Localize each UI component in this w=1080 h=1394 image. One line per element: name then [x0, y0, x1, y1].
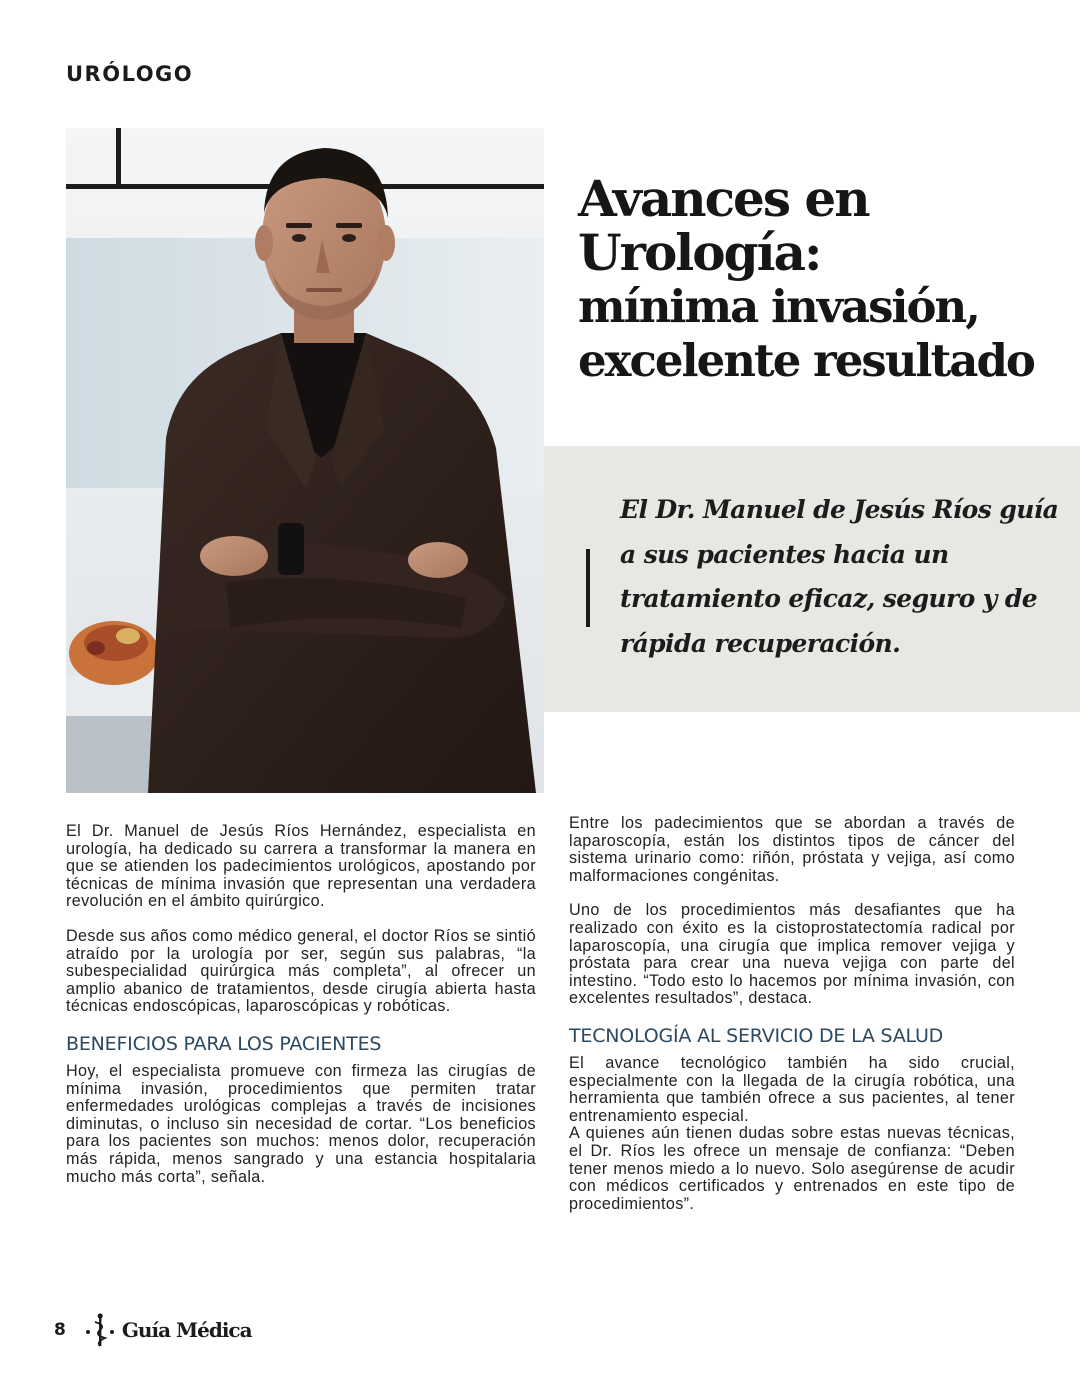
pull-quote-box — [544, 446, 1080, 712]
article-headline — [578, 169, 1058, 388]
paragraph: El Dr. Manuel de Jesús Ríos Hernández, especialista en urología, ha dedicado su carrera a transformar la manera en que se atienden los padecimientos urológicos, apostando por técnicas de mínima invasión que representan una verdadera revolución en el ámbito quirúrgico. — [66, 822, 536, 911]
doctor-portrait-photo — [66, 128, 544, 793]
quote-bar — [586, 549, 590, 627]
brand-logo-text: Guía Médica — [121, 1318, 252, 1342]
page-number: 8 — [54, 1320, 66, 1340]
headline-line-4: excelente resultado — [578, 334, 1034, 387]
article-column-right — [569, 815, 1015, 1230]
pull-quote-text: El Dr. Manuel de Jesús Ríos guía a sus pacientes hacia un tratamiento eficaz, seguro y de rápida recuperación. — [620, 495, 1059, 658]
paragraph: Hoy, el especialista promueve con firmeza las cirugías de mínima invasión, procedimientos que permiten tratar enfermedades urológicas complejas a través de incisiones diminutas, o incluso sin necesidad de cortar. “Los beneficios para los pacientes son muchos: menos dolor, recuperación más rápida, menos sangrado y una estancia hospitalaria mucho más corta”, señala. — [66, 1061, 536, 1186]
paragraph: Uno de los procedimientos más desafiantes que ha realizado con éxito es la cistoprostatectomía radical por laparoscopía, una cirugía que implica remover vejiga y próstata para crear una nueva vejiga con parte del intestino. “Todo esto lo hacemos por mínima invasión, con excelentes resultados”, destaca. — [569, 901, 1015, 1008]
caduceus-icon — [84, 1312, 116, 1348]
page-footer — [54, 1312, 252, 1348]
paragraph: A quienes aún tienen dudas sobre estas nuevas técnicas, el Dr. Ríos les ofrece un mensaje de confianza: “Deben tener menos miedo a lo nuevo. Solo asegúrense de acudir con médicos certificados y entrenados en este tipo de procedimientos”. — [569, 1124, 1015, 1213]
headline-line-3: mínima invasión, — [578, 280, 979, 333]
headline-line-1: Avances en — [578, 169, 869, 228]
paragraph: Desde sus años como médico general, el doctor Ríos se sintió atraído por la urología por ser, según sus palabras, “la subespecialidad quirúrgica más completa”, al ofrecer un amplio abanico de tratamientos, desde cirugía abierta hasta técnicas endoscópicas, laparoscópicas y robóticas. — [66, 926, 536, 1016]
article-column-left — [66, 823, 536, 1203]
headline-line-2: Urología: — [578, 223, 821, 282]
paragraph: Entre los padecimientos que se abordan a través de laparoscopía, están los distintos tipos de cáncer del sistema urinario como: riñón, próstata y vejiga, así como malformaciones congénitas. — [569, 814, 1015, 885]
paragraph: El avance tecnológico también ha sido crucial, especialmente con la llegada de la cirugía robótica, una herramienta que también ofrece a sus pacientes, al tener entrenamiento especial. — [569, 1053, 1015, 1125]
section-label: URÓLOGO — [66, 62, 194, 86]
section-heading-benefits: BENEFICIOS PARA LOS PACIENTES — [66, 1032, 382, 1055]
section-heading-technology: TECNOLOGÍA AL SERVICIO DE LA SALUD — [569, 1024, 944, 1047]
